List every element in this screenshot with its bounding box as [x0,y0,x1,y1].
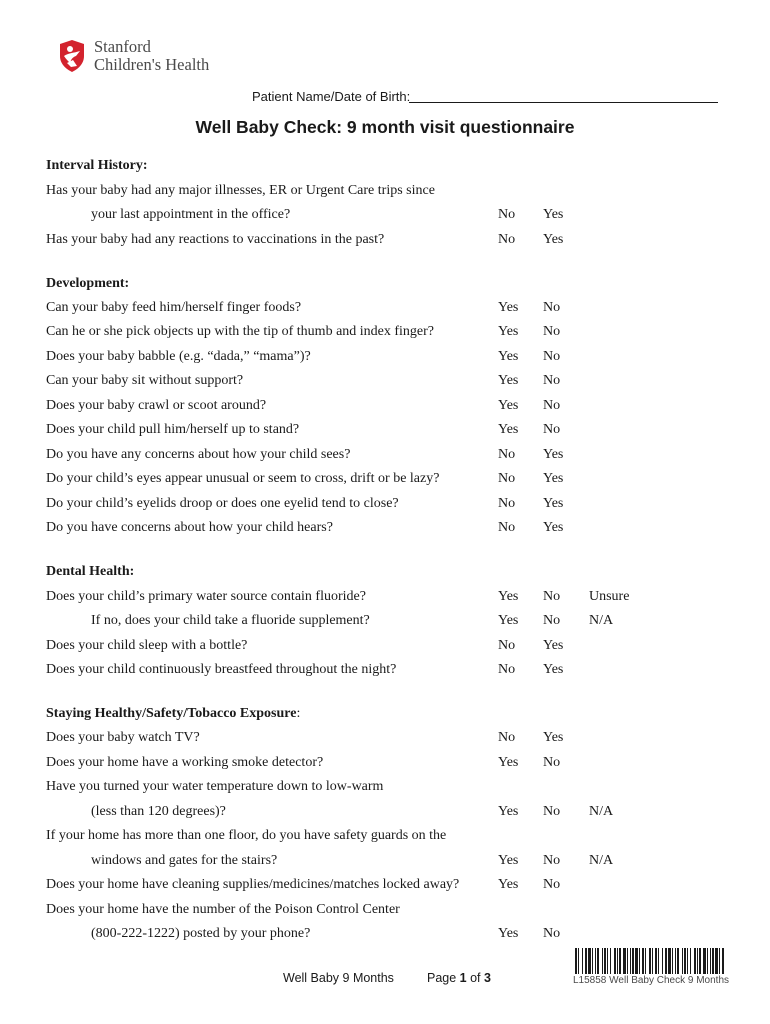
answer-option[interactable]: No [543,422,561,437]
footer-form-name: Well Baby 9 Months [283,971,394,985]
question-text: Have you turned your water temperature down to low-warm [46,779,384,794]
answer-option[interactable]: No [543,926,561,941]
answer-option[interactable]: Yes [498,422,519,437]
brand-name-line1: Stanford [94,37,151,56]
answer-option[interactable]: Yes [543,232,564,247]
patient-name-label: Patient Name/Date of Birth: [252,89,411,104]
section-heading-safety-colon: : [296,706,301,721]
answer-option[interactable]: No [543,324,561,339]
question-text: If no, does your child take a fluoride supplement? [91,613,370,628]
question-text: Does your home have the number of the Poison Control Center [46,902,400,917]
question-text: Do your child’s eyelids droop or does one eyelid tend to close? [46,496,399,511]
answer-option[interactable]: Yes [543,520,564,535]
answer-option[interactable]: Yes [498,804,519,819]
question-text: Has your baby had any major illnesses, ER or Urgent Care trips since [46,183,435,198]
answer-option[interactable]: N/A [589,613,614,628]
question-text: Does your home have a working smoke detector? [46,755,324,770]
barcode-icon [575,948,727,974]
answer-option[interactable]: Yes [498,613,519,628]
answer-option[interactable]: No [498,638,516,653]
page-current: 1 [459,971,467,985]
footer-page-number [427,971,491,985]
page-title: Well Baby Check: 9 month visit questionnaire [195,117,575,137]
answer-option[interactable]: No [543,755,561,770]
question-text: Does your home have cleaning supplies/medicines/matches locked away? [46,877,460,892]
answer-option[interactable]: Yes [543,447,564,462]
answer-option[interactable]: No [543,398,561,413]
stanford-children-logo-icon [56,40,88,72]
section-heading-interval-history: Interval History: [46,158,148,173]
answer-option[interactable]: No [543,589,561,604]
answer-option[interactable]: Yes [498,300,519,315]
answer-option[interactable]: No [543,349,561,364]
question-text: Has your baby had any reactions to vaccinations in the past? [46,232,385,247]
answer-option[interactable]: N/A [589,804,614,819]
answer-option[interactable]: No [498,447,516,462]
answer-option[interactable]: No [543,613,561,628]
answer-option[interactable]: Yes [543,730,564,745]
question-text: (less than 120 degrees)? [91,804,226,819]
answer-option[interactable]: No [498,496,516,511]
section-heading-safety-text: Staying Healthy/Safety/Tobacco Exposure [46,706,297,721]
answer-option[interactable]: Yes [498,398,519,413]
answer-option[interactable]: Yes [498,373,519,388]
answer-option[interactable]: No [498,662,516,677]
section-heading-safety [46,706,300,722]
answer-option[interactable]: Yes [498,926,519,941]
answer-option[interactable]: Yes [498,877,519,892]
answer-option[interactable]: No [543,877,561,892]
answer-option[interactable]: Yes [498,589,519,604]
section-heading-development: Development: [46,276,130,291]
question-text: Does your baby watch TV? [46,730,200,745]
answer-option[interactable]: No [543,853,561,868]
question-text: (800-222-1222) posted by your phone? [91,926,311,941]
answer-option[interactable]: Yes [498,853,519,868]
question-text: Can your baby sit without support? [46,373,244,388]
answer-option[interactable]: No [543,300,561,315]
brand-name-line2: Children's Health [94,55,210,74]
question-text: Does your baby babble (e.g. “dada,” “mama”)? [46,349,311,364]
answer-option[interactable]: No [498,730,516,745]
answer-option[interactable]: Yes [543,207,564,222]
question-text: Does your child sleep with a bottle? [46,638,248,653]
page-prefix: Page [427,971,460,985]
patient-name-field[interactable] [409,102,718,103]
question-text: Does your child continuously breastfeed throughout the night? [46,662,397,677]
answer-option[interactable]: No [498,232,516,247]
question-text: Do you have concerns about how your child hears? [46,520,333,535]
answer-option[interactable]: No [498,471,516,486]
answer-option[interactable]: No [498,207,516,222]
question-text: your last appointment in the office? [91,207,291,222]
answer-option[interactable]: Yes [543,662,564,677]
question-text: Do your child’s eyes appear unusual or seem to cross, drift or be lazy? [46,471,440,486]
page-total: 3 [484,971,491,985]
question-text: Does your child pull him/herself up to stand? [46,422,300,437]
answer-option[interactable]: Unsure [589,589,630,604]
question-text: Does your child’s primary water source contain fluoride? [46,589,366,604]
question-text: Can your baby feed him/herself finger foods? [46,300,302,315]
answer-option[interactable]: N/A [589,853,614,868]
answer-option[interactable]: Yes [498,349,519,364]
question-text: Can he or she pick objects up with the tip of thumb and index finger? [46,324,435,339]
section-heading-dental-health: Dental Health: [46,564,135,579]
question-text: Do you have any concerns about how your child sees? [46,447,351,462]
answer-option[interactable]: No [498,520,516,535]
footer-form-code: L15858 Well Baby Check 9 Months [573,975,730,986]
answer-option[interactable]: Yes [498,324,519,339]
answer-option[interactable]: Yes [543,638,564,653]
answer-option[interactable]: Yes [543,496,564,511]
answer-option[interactable]: Yes [498,755,519,770]
page-of: of [466,971,484,985]
answer-option[interactable]: Yes [543,471,564,486]
answer-option[interactable]: No [543,804,561,819]
answer-option[interactable]: No [543,373,561,388]
question-text: Does your baby crawl or scoot around? [46,398,267,413]
question-text: windows and gates for the stairs? [91,853,278,868]
question-text: If your home has more than one floor, do you have safety guards on the [46,828,447,843]
